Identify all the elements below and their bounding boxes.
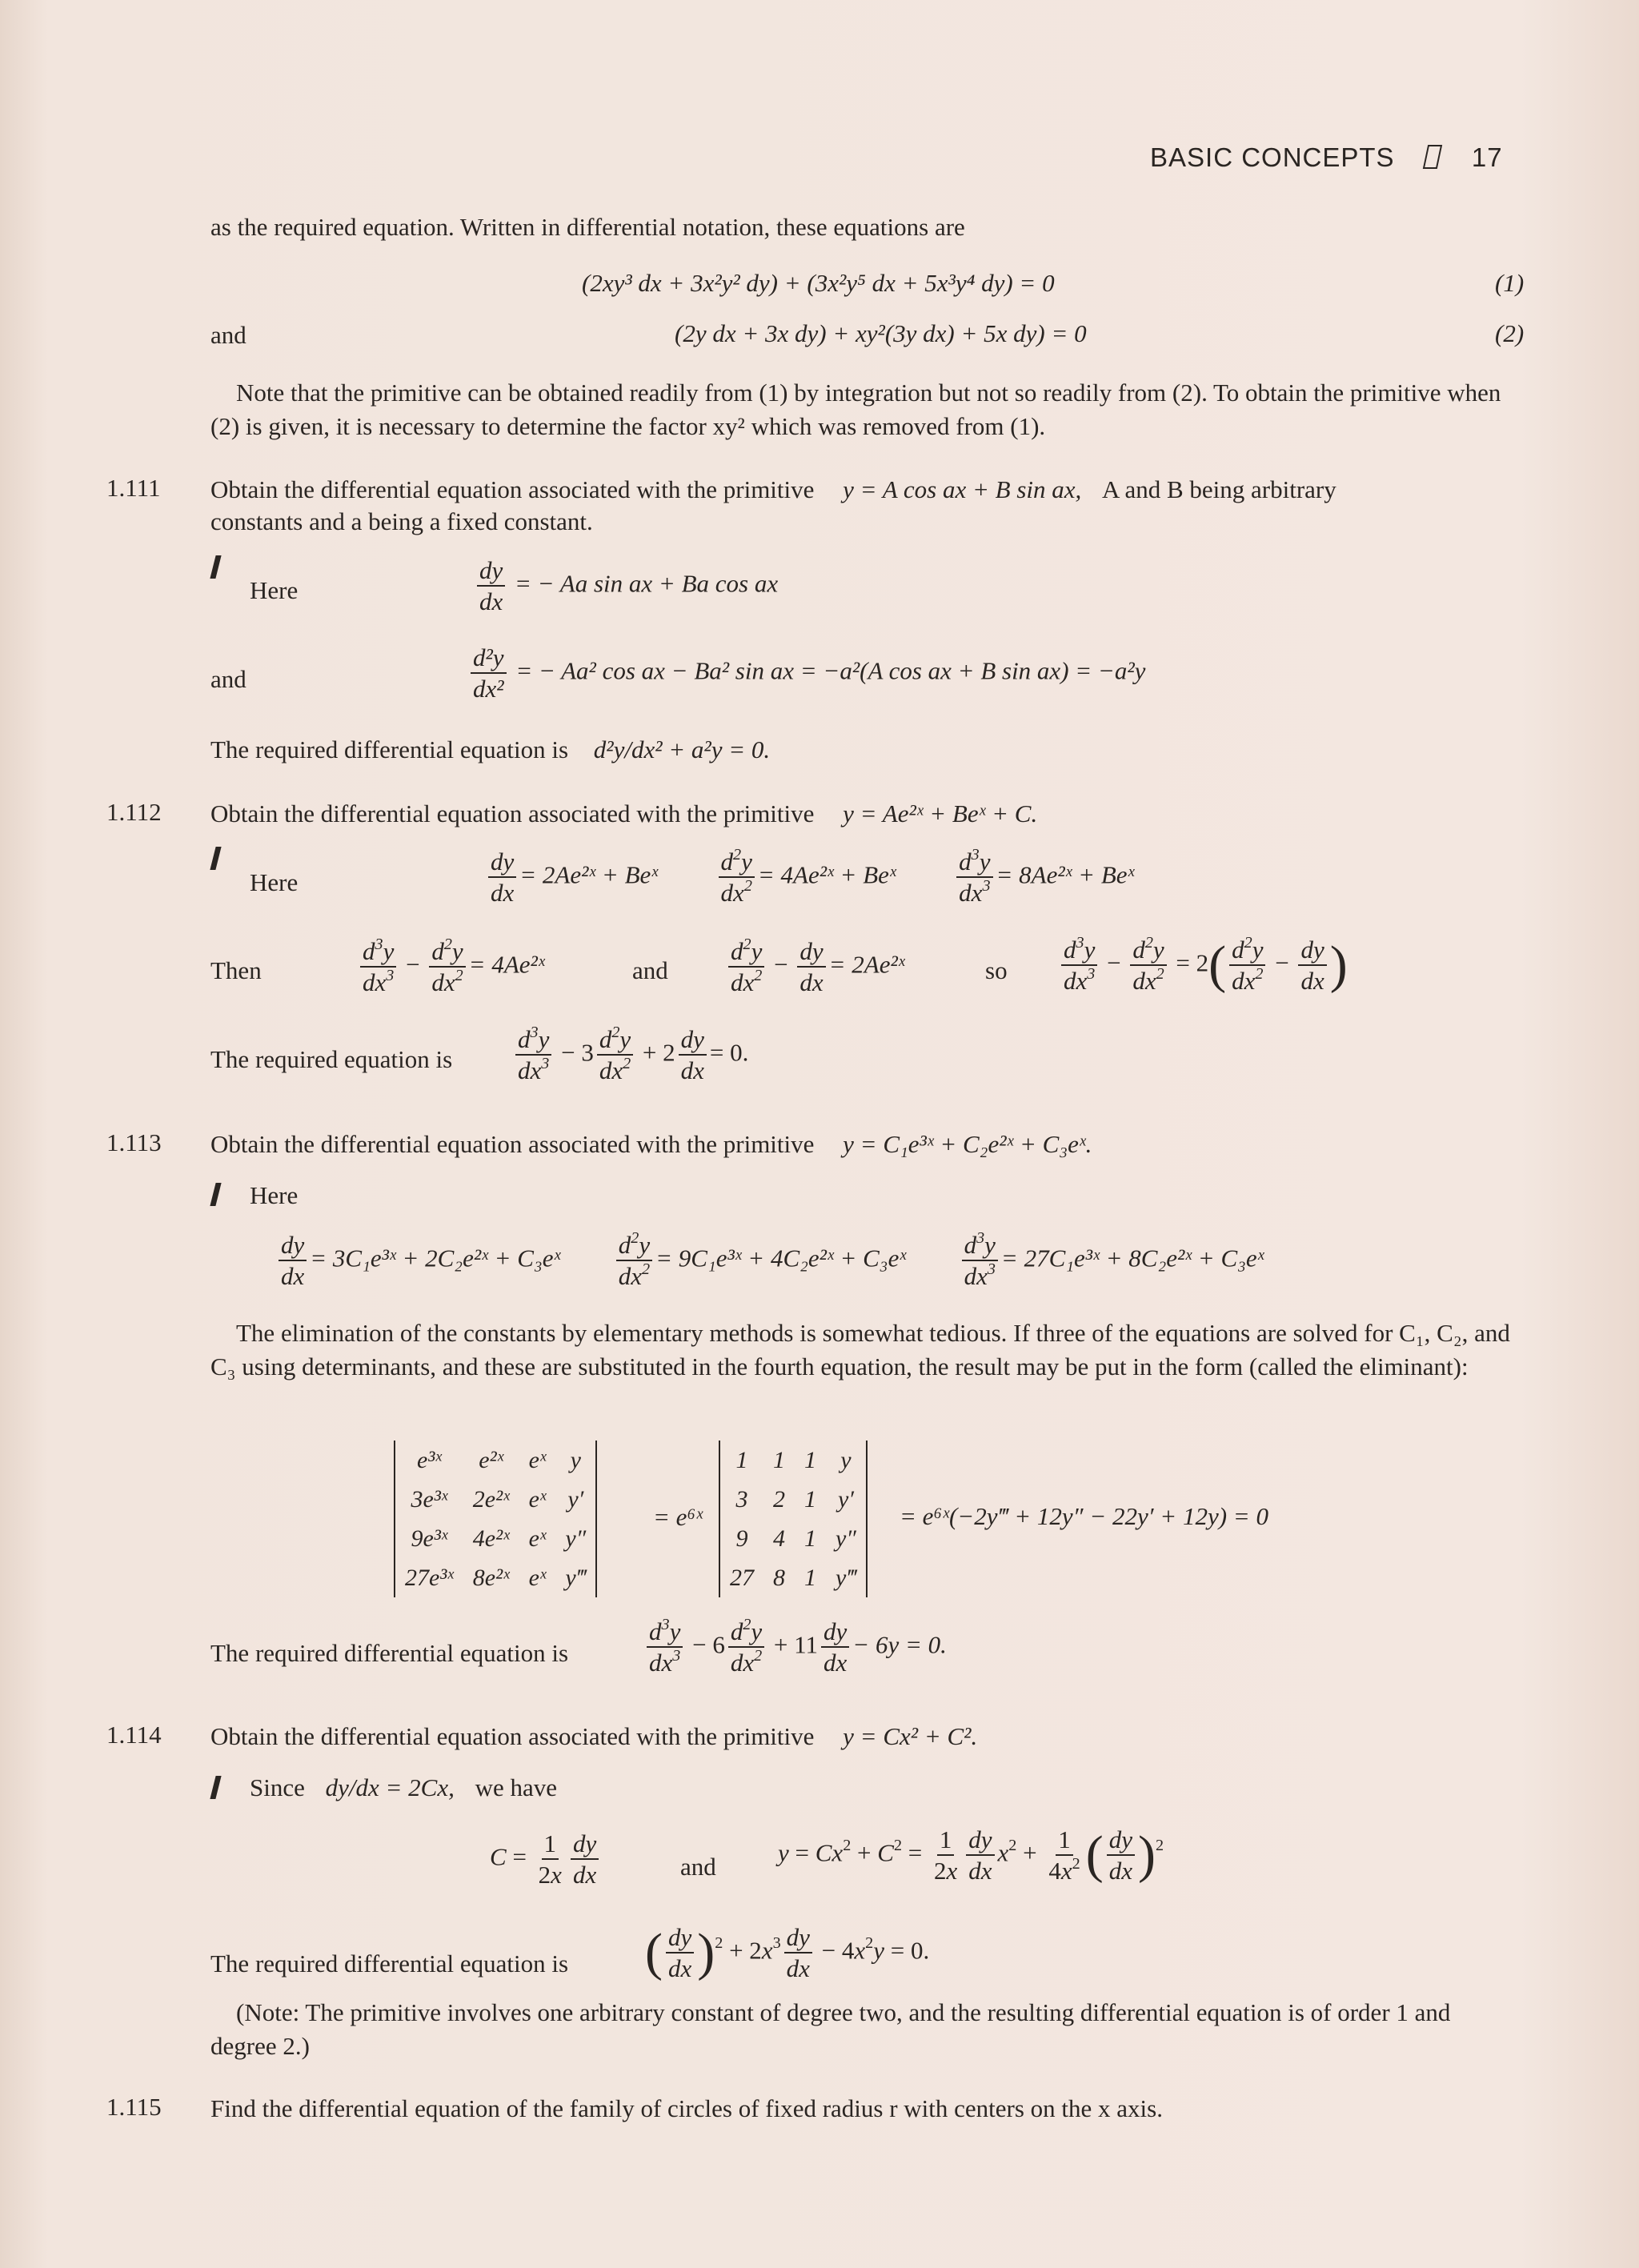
difference-2: $\frac{d^2y}{dx^2}$ − $\frac{dy}{dx}$ = 2Ae²ˣ	[725, 936, 905, 997]
determinant-cell: 3e³ˣ	[411, 1485, 448, 1513]
solution-bullet-icon	[210, 555, 221, 579]
box-glyph-icon	[1423, 145, 1442, 169]
determinant-cell: y	[840, 1446, 852, 1473]
determinant-cell: eˣ	[528, 1525, 547, 1552]
result-equation: ( $\frac{dy}{dx}$ )$^2 + 2x^3$ $\frac{dy}{dx}$ − $4x^2y = 0$.	[645, 1923, 930, 1983]
determinant-cell: 2e²ˣ	[472, 1485, 510, 1513]
here-label: Here	[250, 1181, 299, 1209]
statement-tail: A and B being arbitrary	[1102, 475, 1336, 503]
determinant-row	[395, 1519, 595, 1558]
determinant-cell: 1	[804, 1485, 816, 1513]
problem-number-1-113: 1.113	[106, 1128, 162, 1156]
result-prefix: The required differential equation is	[210, 1639, 569, 1667]
problem-1-113-statement	[210, 1128, 1092, 1160]
and-label: and	[210, 321, 246, 349]
equation-1: (2xy³ dx + 3x²y² dy) + (3x²y⁵ dx + 5x³y⁴ dy) = 0	[582, 269, 1055, 297]
difference-1-rhs: = 4Ae²ˣ	[468, 950, 545, 979]
determinant-equals: = e⁶ˣ	[653, 1503, 703, 1531]
problem-1-114-note: (Note: The primitive involves one arbitrary constant of degree two, and the resulting differential equation is of order 1 and degree 2.)	[210, 1998, 1451, 2060]
determinant-cell: 1	[804, 1446, 816, 1473]
we-have-label: we have	[475, 1773, 558, 1801]
here-label: Here	[250, 576, 299, 604]
since-equation: dy/dx = 2Cx,	[325, 1773, 455, 1801]
problem-1-114-statement	[210, 1721, 977, 1753]
determinant-cell: 2	[773, 1485, 785, 1513]
problem-number-1-115: 1.115	[106, 2093, 162, 2121]
derivative-row: $\frac{dy}{dx}$ = 3C₁e³ˣ + 2C₂e²ˣ + C₃eˣ $\frac{d^2y}{dx^2}$ = 9C₁e³ˣ + 4C₂e²ˣ + C₃eˣ $\frac{d^3y}{dx^3}$ = 27C₁e³ˣ + 8C₂e²ˣ + C₃eˣ	[275, 1230, 1264, 1291]
constant-expression: C = $\frac{1}{2x}$ $\frac{dy}{dx}$	[490, 1829, 602, 1889]
statement-text: Obtain the differential equation associated with the primitive	[210, 1130, 815, 1158]
solution-bullet-icon	[210, 847, 221, 870]
determinant-row	[395, 1441, 595, 1480]
determinant-right	[719, 1441, 868, 1597]
intro-line: as the required equation. Written in differential notation, these equations are	[210, 213, 965, 241]
determinant-cell: 27e³ˣ	[405, 1564, 454, 1591]
since-label: Since	[250, 1773, 305, 1801]
result-prefix: The required differential equation is	[210, 1949, 569, 1977]
and-label: and	[680, 1853, 716, 1881]
determinant-cell: y‴	[565, 1564, 587, 1591]
problem-1-111-statement-line2: constants and a being a fixed constant.	[210, 507, 593, 535]
statement-equation: y = C₁e³ˣ + C₂e²ˣ + C₃eˣ.	[843, 1130, 1092, 1158]
determinant-cell: 8e²ˣ	[472, 1564, 510, 1591]
result-equation: d²y/dx² + a²y = 0.	[593, 735, 771, 763]
derivative-2-rhs: = 4Ae²ˣ + Beˣ	[757, 860, 896, 889]
then-label: Then	[210, 956, 262, 984]
problem-number-1-114: 1.114	[106, 1721, 162, 1749]
determinant-row	[720, 1480, 866, 1519]
result-tail: − 6y = 0.	[852, 1630, 947, 1659]
and-label: and	[210, 665, 246, 693]
derivative-1-rhs: = 2Ae²ˣ + Beˣ	[519, 860, 659, 889]
derivative-1	[474, 555, 778, 616]
page-number: 17	[1471, 142, 1503, 172]
determinant-cell: y	[570, 1446, 581, 1473]
determinant-cell: 9	[735, 1525, 748, 1552]
statement-equation: y = Ae²ˣ + Beˣ + C.	[843, 799, 1038, 827]
determinant-cell: 4	[773, 1525, 785, 1552]
determinant-row	[720, 1441, 866, 1480]
solution-bullet-icon	[210, 1776, 221, 1799]
result-line	[210, 734, 770, 766]
determinant-row	[720, 1519, 866, 1558]
determinant-cell: y″	[836, 1525, 856, 1552]
determinant-cell: 8	[773, 1564, 785, 1591]
numerator: d²y	[471, 643, 507, 674]
statement-text: Obtain the differential equation associated with the primitive	[210, 799, 815, 827]
problem-1-115-statement: Find the differential equation of the family of circles of fixed radius r with centers on the x axis.	[210, 2094, 1163, 2122]
determinant-cell: e²ˣ	[479, 1446, 504, 1473]
derivative-1-rhs: = 3C₁e³ˣ + 2C₂e²ˣ + C₃eˣ	[310, 1244, 561, 1272]
result-tail: = 0.	[709, 1038, 749, 1067]
elimination-paragraph: The elimination of the constants by elementary methods is somewhat tedious. If three of the equations are solved for C₁, C₂, and C₃ using determinants, and these are substituted in the fourth equation, the result may be put in the form (called the eliminant):	[210, 1319, 1510, 1380]
determinant-cell: eˣ	[528, 1564, 547, 1591]
determinant-cell: 3	[735, 1485, 748, 1513]
determinant-cell: 1	[804, 1564, 816, 1591]
difference-1: $\frac{d^3y}{dx^3}$ − $\frac{d^2y}{dx^2}$ = 4Ae²ˣ	[357, 936, 545, 997]
denominator: dx²	[473, 675, 504, 703]
difference-2-rhs: = 2Ae²ˣ	[828, 950, 905, 979]
determinant-cell: y″	[565, 1525, 587, 1552]
here-label: Here	[250, 868, 299, 896]
derivative-3-rhs: = 8Ae²ˣ + Beˣ	[996, 860, 1135, 889]
derivative-2-rhs: = 9C₁e³ˣ + 4C₂e²ˣ + C₃eˣ	[655, 1244, 907, 1272]
determinant-cell: e³ˣ	[417, 1446, 442, 1473]
result-prefix: The required differential equation is	[210, 735, 569, 763]
determinant-cell: 1	[735, 1446, 748, 1473]
result-equation: $\frac{d^3y}{dx^3}$ − 6 $\frac{d^2y}{dx^2}$ + 11 $\frac{dy}{dx}$ − 6y = 0.	[643, 1617, 947, 1677]
intro-note: Note that the primitive can be obtained readily from (1) by integration but not so readily from (2). To obtain the primitive when (2) is given, it is necessary to determine the factor xy² which was removed from (1).	[210, 379, 1501, 440]
determinant-cell: eˣ	[528, 1446, 547, 1473]
statement-text: Obtain the differential equation associated with the primitive	[210, 1722, 815, 1750]
determinant-cell: eˣ	[528, 1485, 547, 1513]
derivative-row: $\frac{dy}{dx}$ = 2Ae²ˣ + Beˣ $\frac{d^2y}{dx^2}$ = 4Ae²ˣ + Beˣ $\frac{d^3y}{dx^3}$ = 8Ae²ˣ + Beˣ	[485, 847, 1134, 908]
determinant-cell: 1	[804, 1525, 816, 1552]
determinant-left	[394, 1441, 597, 1597]
determinant-row	[395, 1480, 595, 1519]
statement-text: Obtain the differential equation associated with the primitive	[210, 475, 815, 503]
denominator: dx	[479, 587, 503, 616]
equation-2-number: (2)	[1495, 319, 1525, 347]
determinant-cell: 1	[773, 1446, 785, 1473]
running-title: BASIC CONCEPTS	[1150, 142, 1395, 172]
solution-bullet-icon	[210, 1183, 221, 1206]
problem-number-1-112: 1.112	[106, 798, 162, 826]
equation-1-number: (1)	[1495, 269, 1525, 297]
equation-2: (2y dx + 3x dy) + xy²(3y dx) + 5x dy) = 0	[675, 319, 1087, 347]
since-line	[250, 1772, 557, 1804]
problem-1-112-statement	[210, 798, 1037, 830]
determinant-row	[720, 1558, 866, 1597]
difference-relation: $\frac{d^3y}{dx^3}$ − $\frac{d^2y}{dx^2}$ = 2( $\frac{d^2y}{dx^2}$ − $\frac{dy}{dx}$ )	[1058, 935, 1348, 996]
derivative-2	[467, 643, 1145, 703]
problem-number-1-111: 1.111	[106, 474, 161, 502]
determinant-cell: 4e²ˣ	[472, 1525, 510, 1552]
determinant-cell: y‴	[836, 1564, 856, 1591]
and-label: and	[632, 956, 668, 984]
determinant-cell: 9e³ˣ	[411, 1525, 448, 1552]
result-equation: $\frac{d^3y}{dx^3}$ − 3 $\frac{d^2y}{dx^2}$ + 2 $\frac{dy}{dx}$ = 0.	[512, 1024, 748, 1085]
statement-equation: y = Cx² + C².	[843, 1722, 978, 1750]
running-header	[1150, 142, 1503, 173]
problem-1-111-statement	[210, 474, 1336, 506]
determinant-cell: y′	[838, 1485, 854, 1513]
derivative-3-rhs: = 27C₁e³ˣ + 8C₂e²ˣ + C₃eˣ	[1000, 1244, 1264, 1272]
so-label: so	[985, 956, 1008, 984]
determinant-cell: y′	[567, 1485, 584, 1513]
derivative-rhs: = − Aa sin ax + Ba cos ax	[515, 569, 779, 598]
eliminant-result: = e⁶ˣ(−2y‴ + 12y″ − 22y′ + 12y) = 0	[900, 1502, 1268, 1530]
determinant-cell: 27	[730, 1564, 754, 1591]
substituted-primitive: $y = Cx^2 + C^2$ = $\frac{1}{2x}$ $\frac{dy}{dx}$ $x^2$ + $\frac{1}{4x^2}$ ( $\frac{dy}{dx}$ )$^2$	[778, 1825, 1164, 1885]
numerator: dy	[477, 555, 505, 587]
derivative-rhs: = − Aa² cos ax − Ba² sin ax = −a²(A cos ax + B sin ax) = −a²y	[515, 656, 1146, 685]
determinant-row	[395, 1558, 595, 1597]
result-prefix: The required equation is	[210, 1045, 453, 1073]
statement-equation: y = A cos ax + B sin ax,	[843, 475, 1082, 503]
